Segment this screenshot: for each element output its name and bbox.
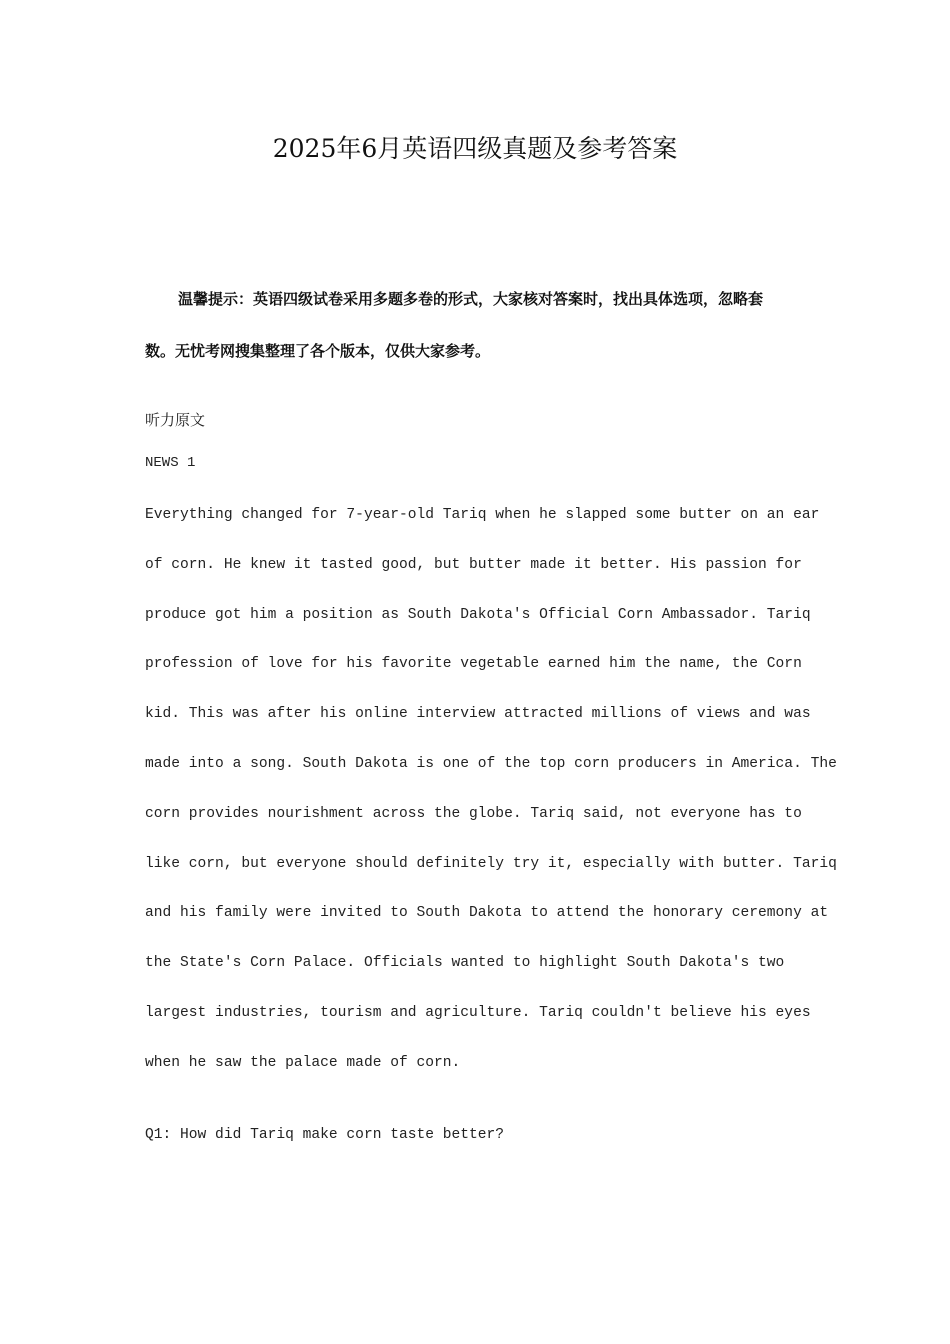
transcript-line: and his family were invited to South Dakota to attend the honorary ceremony at (145, 905, 829, 922)
notice-line-2: 数。无忧考网搜集整理了各个版本，仅供大家参考。 (145, 342, 491, 360)
news-heading: NEWS 1 (145, 455, 196, 471)
transcript-line: made into a song. South Dakota is one of the top corn producers in America. The (145, 755, 837, 772)
transcript-line: produce got him a position as South Dakota's Official Corn Ambassador. Tariq (145, 606, 811, 623)
question-1: Q1: How did Tariq make corn taste better? (145, 1127, 505, 1143)
section-label-listening-transcript: 听力原文 (145, 411, 206, 429)
notice-line-1: 温馨提示：英语四级试卷采用多题多卷的形式，大家核对答案时，找出具体选项，忽略套 (178, 290, 764, 308)
transcript-line: Everything changed for 7-year-old Tariq when he slapped some butter on an ear (145, 507, 820, 523)
transcript-line: corn provides nourishment across the globe. Tariq said, not everyone has to (145, 805, 802, 822)
transcript-line: largest industries, tourism and agriculture. Tariq couldn't believe his eyes (145, 1004, 811, 1021)
transcript-line: of corn. He knew it tasted good, but butter made it better. His passion for (145, 556, 802, 573)
transcript-line: kid. This was after his online interview attracted millions of views and was (145, 706, 811, 723)
transcript-line: profession of love for his favorite vegetable earned him the name, the Corn (145, 656, 802, 673)
page-title: 2025年6月英语四级真题及参考答案 (272, 134, 678, 163)
transcript-line: the State's Corn Palace. Officials wanted to highlight South Dakota's two (145, 955, 785, 972)
news-transcript (145, 491, 837, 1089)
notice-paragraph (145, 273, 813, 377)
transcript-line: like corn, but everyone should definitely try it, especially with butter. Tariq (145, 855, 837, 872)
transcript-line: when he saw the palace made of corn. (145, 1054, 461, 1071)
